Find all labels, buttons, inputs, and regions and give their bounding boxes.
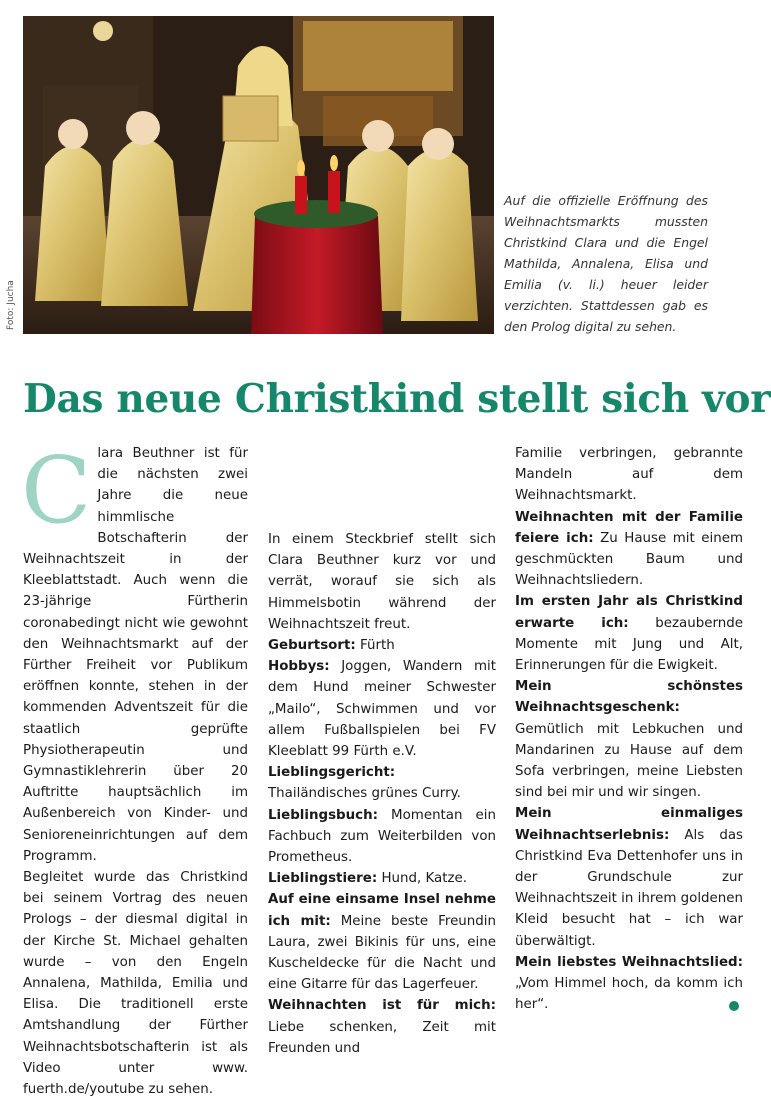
column-3	[515, 443, 743, 1015]
photo-caption: Auf die offizielle Eröffnung des Weihnachtsmarkts mussten Christkind Clara und die Engel Mathilda, Annalena, Elisa und Emilia (v. li.) heuer leider verzichten. Stattdessen gab es den Prolog digital zu sehen.	[504, 193, 708, 334]
profile-value: Als das Christkind Eva Dettenhofer uns in der Grundschule zur Weihnachtszeit in ihrem goldenen Kleid besucht hat – ich war überwältigt.	[515, 827, 743, 949]
profile-item	[515, 952, 743, 1016]
intro-paragraph-1: lara Beuthner ist für die nächsten zwei Jahre die neue himmlische Botschafterin der Weihnachtszeit in der Kleeblattstadt. Auch wenn die 23-jährige Fürtherin coronabedingt nicht wie gewohnt den Weihnachtsmarkt auf der Fürther Freiheit vor Publikum eröffnen konnte, stehen in der kommenden Adventszeit für die staatlich geprüfte Physiotherapeutin und Gymnastiklehrerin über 20 Auftritte hauptsächlich im Außenbereich von Kinder- und Senioreneinrichtungen auf dem Programm.	[23, 446, 248, 864]
profile-label: Im ersten Jahr als Christkind erwarte ich:	[515, 594, 743, 631]
profile-item	[268, 868, 496, 889]
article-photo	[23, 16, 494, 334]
profile-value: Fürth	[360, 638, 395, 654]
profile-item	[268, 889, 496, 995]
headline: Das neue Christkind stellt sich vor	[23, 376, 771, 422]
profile-label: Mein schönstes Weihnachtsgeschenk:	[515, 679, 743, 716]
photo-credit: Foto: Jucha	[6, 280, 16, 330]
profile-item	[515, 676, 743, 803]
profile-item	[268, 635, 496, 656]
profile-label: Geburtsort:	[268, 638, 356, 654]
profile-value: bezaubernde Momente mit Jung und Alt, Erinnerungen für die Ewigkeit.	[515, 615, 743, 674]
profile-item	[268, 995, 496, 1059]
profile-value: Joggen, Wandern mit dem Hund meiner Schwester „Mailo“, Schwimmen und vor allem Fußballspielen bei FV Kleeblatt 99 Fürth e.V.	[268, 659, 496, 760]
profile-label: Lieblingsbuch:	[268, 807, 379, 823]
profile-label: Auf eine einsame Insel nehme ich mit:	[268, 892, 496, 929]
profile-item	[515, 803, 743, 951]
profile-label: Weihnachten mit der Familie feiere ich:	[515, 509, 743, 546]
column-1	[21, 437, 248, 1098]
profile-value: Momentan ein Fachbuch zum Weiterbilden von Prometheus.	[268, 807, 496, 866]
profile-label: Lieblingstiere:	[268, 871, 378, 887]
profile-value: Thailändisches grünes Curry.	[268, 786, 461, 802]
column-2	[268, 443, 496, 1059]
profile-label: Lieblingsgericht:	[268, 765, 396, 781]
profile-item-continued: Familie verbringen, gebrannte Mandeln auf dem Weihnachtsmarkt.	[515, 446, 743, 504]
profile-label: Weihnachten ist für mich:	[268, 998, 496, 1014]
drop-cap: C	[21, 437, 92, 544]
intro-paragraph-3: In einem Steckbrief stellt sich Clara Beuthner kurz vor und verrät, worauf sie sich als Himmelsbotin während der Weihnachtszeit freut.	[268, 532, 496, 632]
profile-value: Gemütlich mit Lebkuchen und Mandarinen zu Hause auf dem Sofa verbringen, meine Liebsten sind bei mir und wir singen.	[515, 721, 743, 801]
profile-item	[515, 591, 743, 676]
intro-paragraph-2: Begleitet wurde das Christkind bei seinem Vortrag des neuen Prologs – der diesmal digital in der Kirche St. Michael gehalten wurde – von den Engeln Annalena, Mathilda, Emilia und Elisa. Die traditionell erste Amtshandlung der Fürther Weihnachtsbotschafterin ist als Video unter www. fuerth.de/youtube zu sehen.	[23, 870, 248, 1098]
profile-item	[515, 507, 743, 592]
profile-value: Zu Hause mit einem geschmückten Baum und Weihnachtsliedern.	[515, 530, 743, 589]
profile-label: Mein liebstes Weihnachtslied:	[515, 954, 743, 970]
profile-value: „Vom Himmel hoch, da komm ich her“.	[515, 976, 743, 1013]
church-scene-illustration	[23, 16, 494, 334]
end-mark-icon	[729, 1001, 739, 1011]
profile-item	[268, 656, 496, 762]
profile-item	[268, 805, 496, 869]
profile-label: Hobbys:	[268, 659, 330, 675]
profile-item	[268, 762, 496, 804]
profile-label: Mein einmaliges Weihnachtserlebnis:	[515, 806, 743, 843]
profile-value: Liebe schenken, Zeit mit Freunden und	[268, 1019, 496, 1056]
profile-value: Meine beste Freundin Laura, zwei Bikinis für uns, eine Kuscheldecke für die Nacht und eine Gitarre für das Lagerfeuer.	[268, 913, 496, 993]
profile-value: Hund, Katze.	[381, 871, 468, 887]
